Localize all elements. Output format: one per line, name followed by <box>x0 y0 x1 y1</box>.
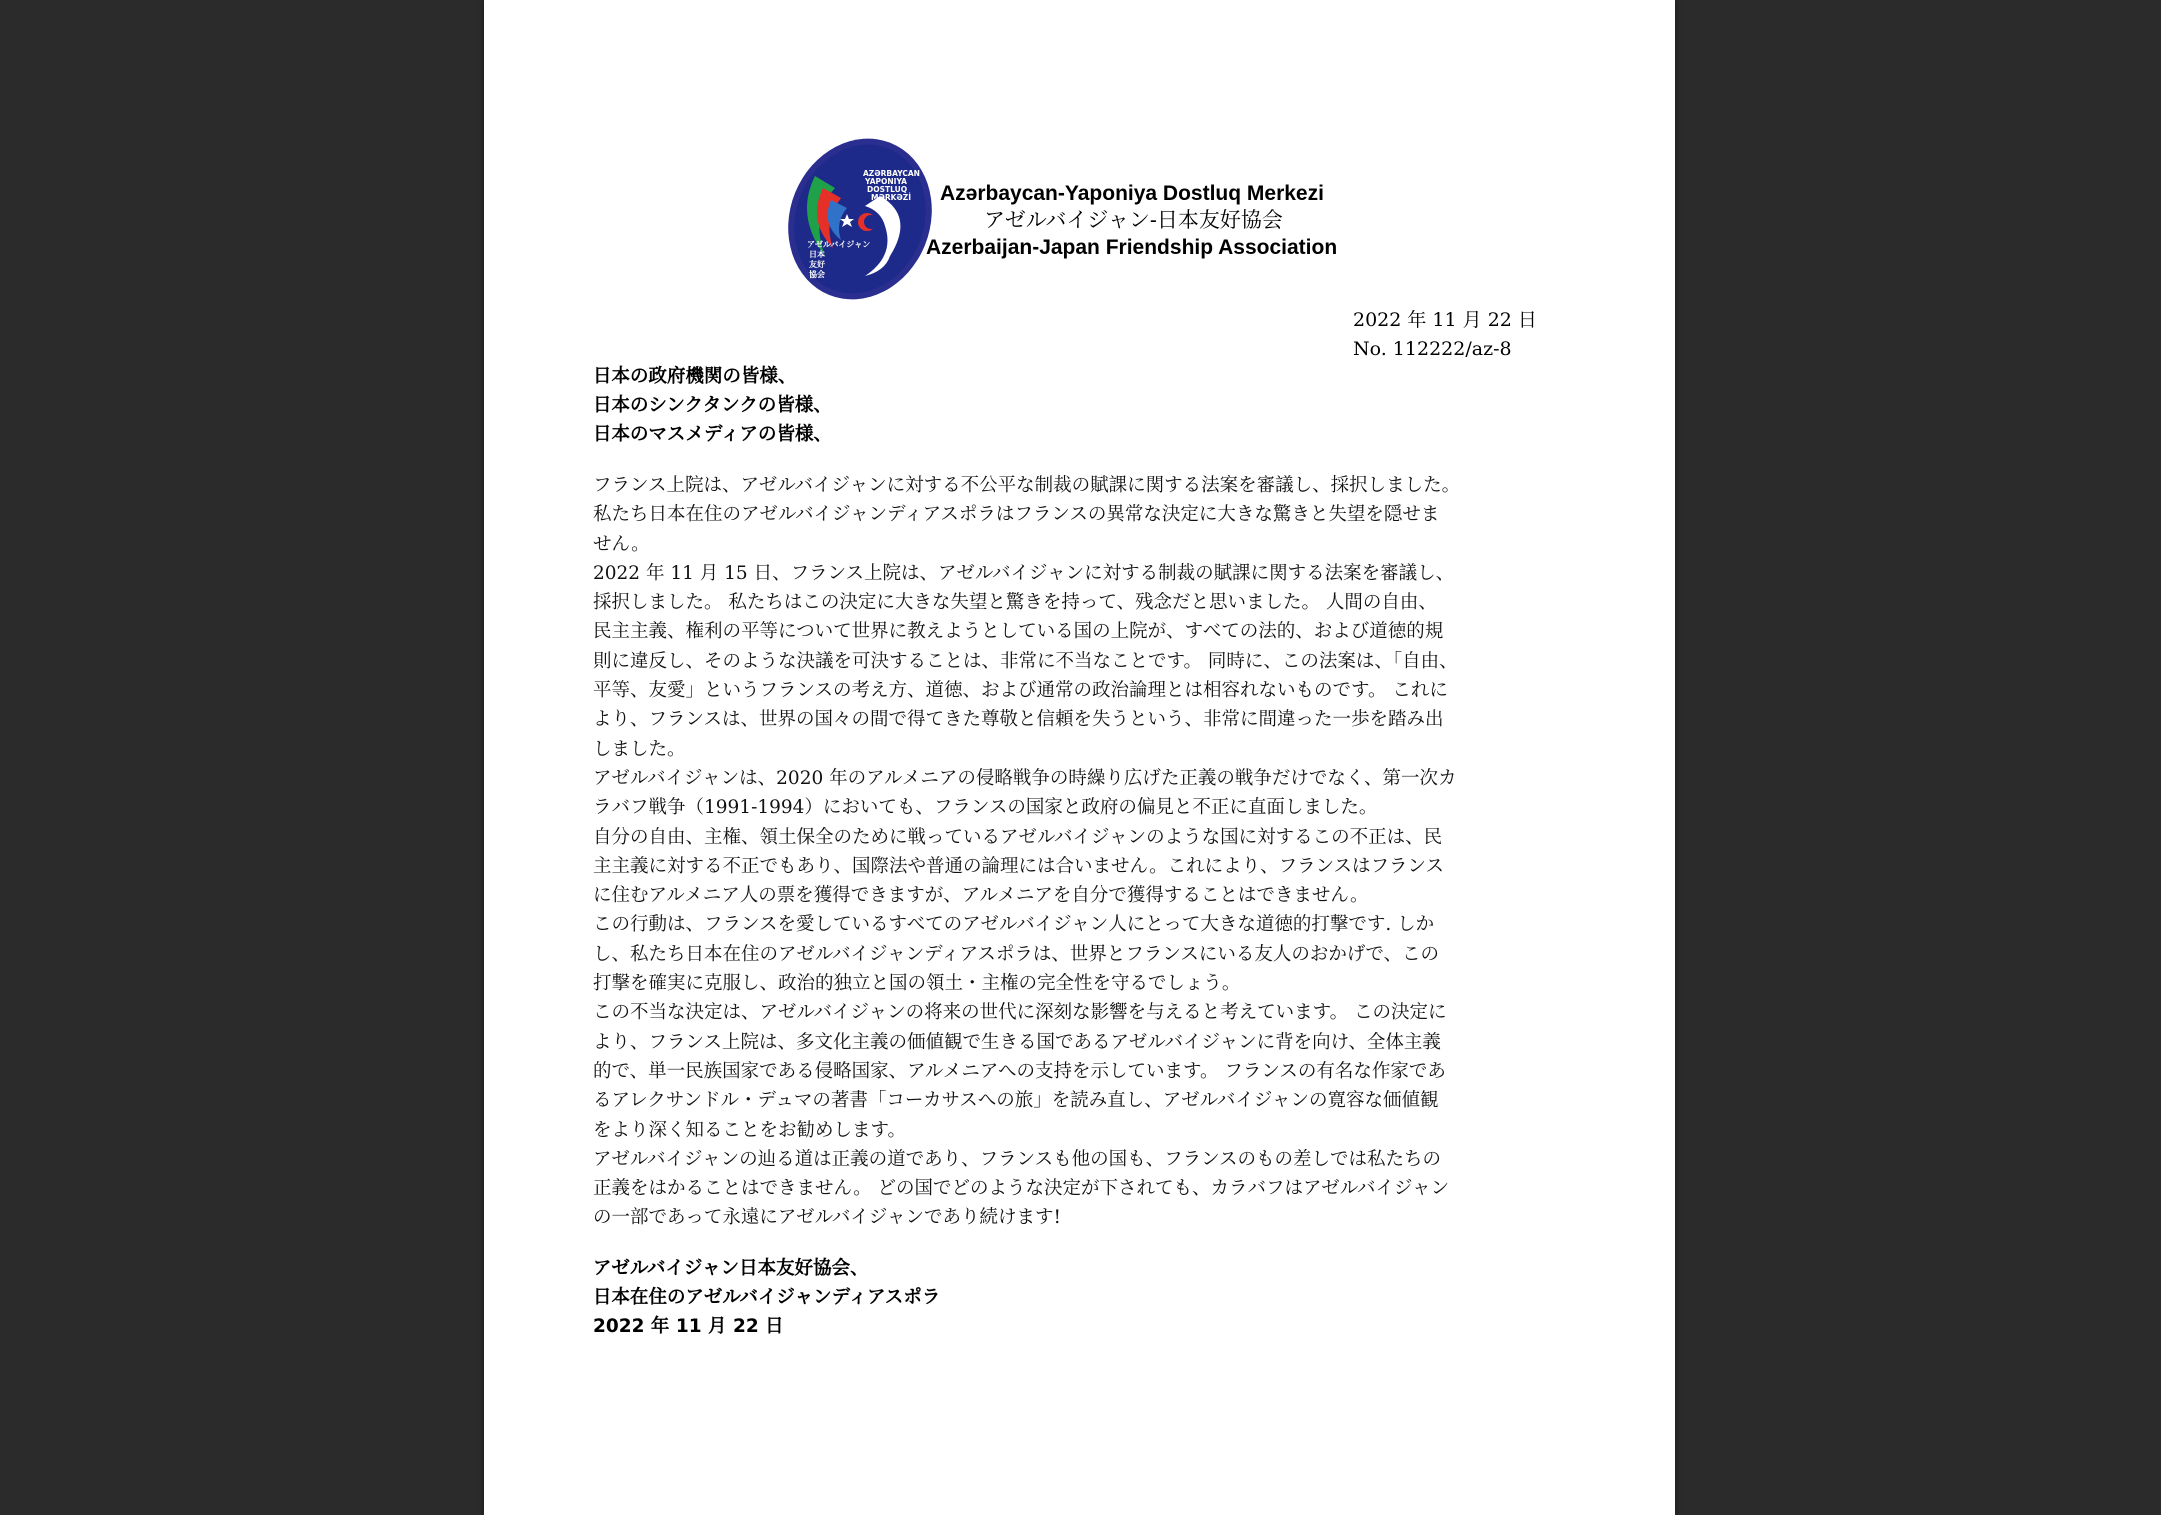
body-line: るアレクサンドル・デュマの著書「コーカサスへの旅」を読み直し、アゼルバイジャンの寛容な価値観 <box>593 1090 1439 1112</box>
svg-text:アゼルバイジャン: アゼルバイジャン <box>807 240 871 249</box>
signature-block <box>593 1254 940 1341</box>
svg-text:YAPONIYA: YAPONIYA <box>865 177 907 186</box>
addressee-line: 日本のマスメディアの皆様、 <box>593 424 833 445</box>
letter-number: No. 112222/az-8 <box>1353 338 1512 360</box>
body-line: 的で、単一民族国家である侵略国家、アルメニアへの支持を示しています。 フランスの有名な作家であ <box>593 1060 1446 1082</box>
body-line: ラバフ戦争（1991-1994）においても、フランスの国家と政府の偏見と不正に直面しました。 <box>593 797 1378 819</box>
body-line: 主主義に対する不正でもあり、国際法や普通の論理には合いません。これにより、フランスはフランス <box>593 855 1445 877</box>
body-line: 則に違反し、そのような決議を可決することは、非常に不当なことです。 同時に、この法案は、「自由、 <box>593 650 1458 672</box>
body-line: 平等、友愛」というフランスの考え方、道徳、および通常の政治論理とは相容れないものです。 これに <box>593 680 1448 702</box>
body-line: より、フランスは、世界の国々の間で得てきた尊敬と信頼を失うという、非常に間違った一歩を踏み出 <box>593 709 1444 731</box>
body-line: 2022 年 11 月 15 日、フランス上院は、アゼルバイジャンに対する制裁の賦課に関する法案を審議し、 <box>593 562 1455 584</box>
body-line: 私たち日本在住のアゼルバイジャンディアスポラはフランスの異常な決定に大きな驚きと失望を隠せま <box>593 504 1440 526</box>
body-line: せん。 <box>593 533 650 555</box>
organization-name-en: Azerbaijan-Japan Friendship Association <box>926 236 1338 259</box>
body-line: しました。 <box>593 738 686 760</box>
addressee-line: 日本のシンクタンクの皆様、 <box>593 395 832 416</box>
body-line: アゼルバイジャンの辿る道は正義の道であり、フランスも他の国も、フランスのもの差しでは私たちの <box>593 1148 1442 1170</box>
body-line: この不当な決定は、アゼルバイジャンの将来の世代に深刻な影響を与えると考えています。 この決定に <box>593 1002 1447 1024</box>
body-line: 民主主義、権利の平等について世界に教えようとしている国の上院が、すべての法的、および道徳的規 <box>593 621 1444 643</box>
body-line: をより深く知ることをお勧めします。 <box>593 1119 907 1141</box>
svg-text:協会: 協会 <box>809 270 825 279</box>
body-line: 打撃を確実に克服し、政治的独立と国の領土・主権の完全性を守るでしょう。 <box>593 973 1241 995</box>
addressee-list <box>593 362 832 449</box>
signature-date: 2022 年 11 月 22 日 <box>593 1316 784 1337</box>
letterhead <box>785 136 1385 306</box>
svg-text:日本: 日本 <box>809 250 825 259</box>
association-emblem-icon <box>785 136 935 302</box>
body-line: 採択しました。 私たちはこの決定に大きな失望と驚きを持って、残念だと思いました。 人間の自由、 <box>593 592 1437 614</box>
body-line: 正義をはかることはできません。 どの国でどのような決定が下されても、カラバフはアゼルバイジャン <box>593 1178 1450 1200</box>
body-line: 自分の自由、主権、領土保全のために戦っているアゼルバイジャンのような国に対するこの不正は、民 <box>593 826 1443 848</box>
svg-text:MƏRKƏZİ: MƏRKƏZİ <box>871 193 912 202</box>
svg-text:友好: 友好 <box>809 260 825 269</box>
body-line: の一部であって永遠にアゼルバイジャンであり続けます! <box>593 1207 1061 1229</box>
svg-text:AZƏRBAYCAN: AZƏRBAYCAN <box>863 169 920 178</box>
letter-body <box>593 471 1583 1233</box>
organization-name-az: Azərbaycan-Yaponiya Dostluq Merkezi <box>940 182 1324 205</box>
signature-line: 日本在住のアゼルバイジャンディアスポラ <box>593 1287 941 1308</box>
organization-name-ja: アゼルバイジャン-日本友好協会 <box>984 209 1283 232</box>
organization-name <box>926 180 1338 261</box>
letter-date: 2022 年 11 月 22 日 <box>1353 309 1537 331</box>
body-line: フランス上院は、アゼルバイジャンに対する不公平な制裁の賦課に関する法案を審議し、採択しました。 <box>593 475 1461 496</box>
signature-line: アゼルバイジャン日本友好協会、 <box>593 1258 869 1279</box>
document-page <box>484 0 1675 1515</box>
letter-date-and-number <box>1353 306 1537 364</box>
body-line: より、フランス上院は、多文化主義の価値観で生きる国であるアゼルバイジャンに背を向け、全体主義 <box>593 1031 1441 1053</box>
svg-text:DOSTLUQ: DOSTLUQ <box>867 185 908 194</box>
body-line: に住むアルメニア人の票を獲得できますが、アルメニアを自分で獲得することはできません。 <box>593 885 1369 907</box>
body-line: し、私たち日本在住のアゼルバイジャンディアスポラは、世界とフランスにいる友人のおかげで、この <box>593 943 1440 965</box>
body-line: アゼルバイジャンは、2020 年のアルメニアの侵略戦争の時繰り広げた正義の戦争だけでなく、第一次カ <box>593 767 1457 789</box>
addressee-line: 日本の政府機関の皆様、 <box>593 366 797 387</box>
body-line: この行動は、フランスを愛しているすべてのアゼルバイジャン人にとって大きな道徳的打撃です. しか <box>593 914 1435 936</box>
